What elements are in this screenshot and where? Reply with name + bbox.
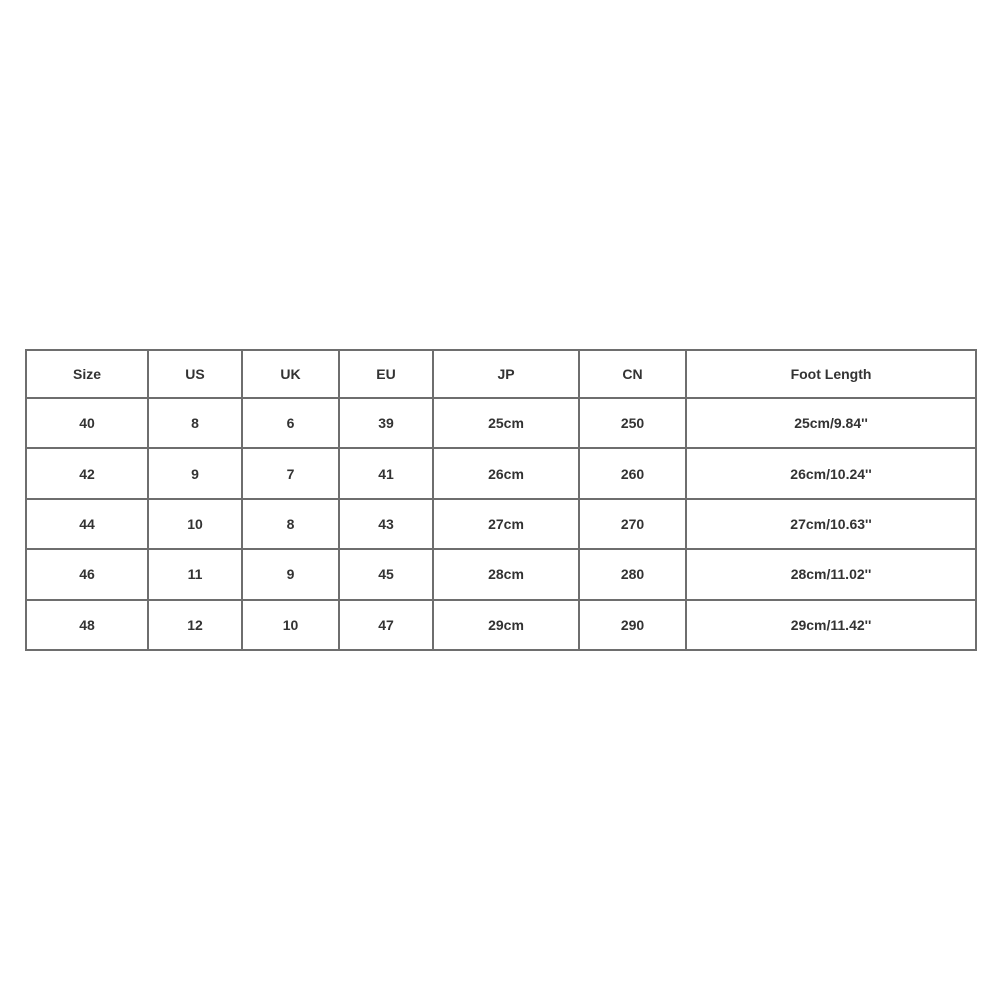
cell-us: 9: [148, 448, 242, 498]
table-row: [26, 448, 976, 498]
cell-us: 11: [148, 549, 242, 599]
cell-size: 40: [26, 398, 148, 448]
header-eu: EU: [339, 350, 433, 398]
cell-eu: 43: [339, 499, 433, 549]
header-size: Size: [26, 350, 148, 398]
cell-us: 10: [148, 499, 242, 549]
table-row: [26, 398, 976, 448]
cell-jp: 28cm: [433, 549, 579, 599]
cell-jp: 25cm: [433, 398, 579, 448]
cell-jp: 29cm: [433, 600, 579, 650]
cell-eu: 47: [339, 600, 433, 650]
cell-jp: 27cm: [433, 499, 579, 549]
cell-eu: 39: [339, 398, 433, 448]
cell-size: 42: [26, 448, 148, 498]
cell-jp: 26cm: [433, 448, 579, 498]
cell-cn: 280: [579, 549, 686, 599]
header-row: [26, 350, 976, 398]
cell-us: 8: [148, 398, 242, 448]
cell-cn: 270: [579, 499, 686, 549]
cell-eu: 45: [339, 549, 433, 599]
cell-uk: 7: [242, 448, 339, 498]
header-us: US: [148, 350, 242, 398]
header-cn: CN: [579, 350, 686, 398]
cell-uk: 9: [242, 549, 339, 599]
cell-cn: 260: [579, 448, 686, 498]
cell-cn: 250: [579, 398, 686, 448]
cell-us: 12: [148, 600, 242, 650]
cell-uk: 8: [242, 499, 339, 549]
cell-size: 44: [26, 499, 148, 549]
cell-uk: 6: [242, 398, 339, 448]
cell-foot-length: 26cm/10.24'': [686, 448, 976, 498]
cell-foot-length: 27cm/10.63'': [686, 499, 976, 549]
table-row: [26, 549, 976, 599]
header-uk: UK: [242, 350, 339, 398]
table-row: [26, 499, 976, 549]
table-row: [26, 600, 976, 650]
header-jp: JP: [433, 350, 579, 398]
cell-size: 48: [26, 600, 148, 650]
size-chart-table: [25, 349, 977, 651]
cell-foot-length: 25cm/9.84'': [686, 398, 976, 448]
cell-foot-length: 29cm/11.42'': [686, 600, 976, 650]
cell-size: 46: [26, 549, 148, 599]
cell-uk: 10: [242, 600, 339, 650]
cell-foot-length: 28cm/11.02'': [686, 549, 976, 599]
header-foot-length: Foot Length: [686, 350, 976, 398]
cell-eu: 41: [339, 448, 433, 498]
cell-cn: 290: [579, 600, 686, 650]
